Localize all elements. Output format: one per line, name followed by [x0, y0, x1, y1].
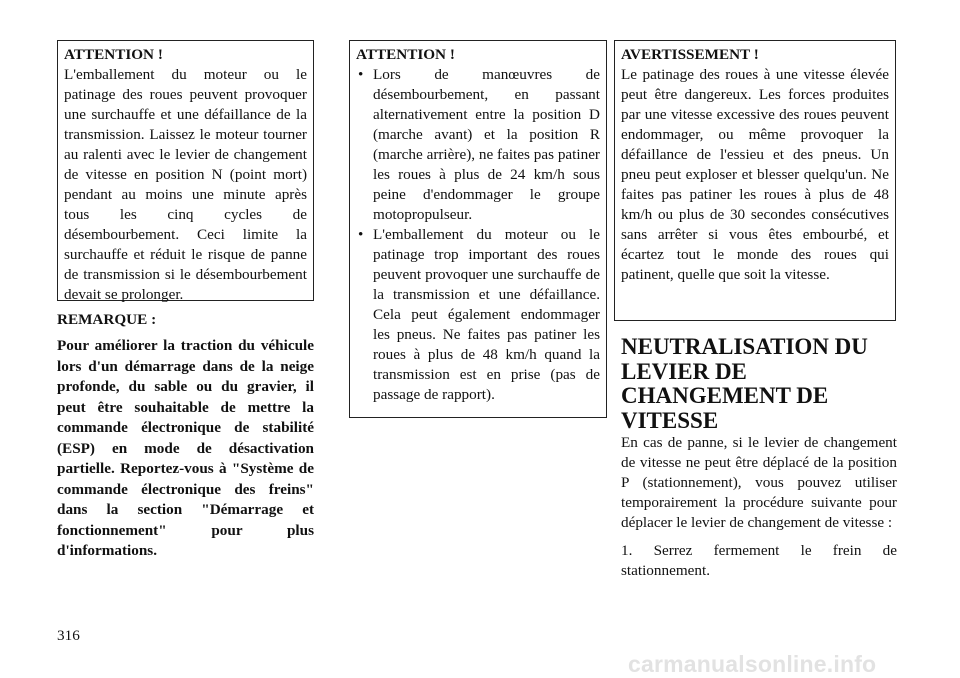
attention-box-left: [57, 40, 314, 301]
section-heading: NEUTRALISATION DU LEVIER DE CHANGEMENT DE VITESSE: [621, 334, 868, 433]
avertissement-box: [614, 40, 896, 321]
section-body: En cas de panne, si le levier de changement de vitesse ne peut être déplacé de la position P (stationnement), vous pouvez utiliser temporairement la procédure suivante pour déplacer le levier de changement de vitesse :: [621, 434, 897, 531]
remarque-text: Pour améliorer la traction du véhicule lors d'un démarrage dans de la neige profonde, du sable ou du gravier, il peut être souhaitable de mettre la commande électronique de stabilité (ESP) en mode de désactivation partielle. Reportez-vous à "Système de commande électronique des freins" dans la section "Démarrage et fonctionnement" pour plus d'informations.: [57, 337, 314, 559]
avertissement-heading: AVERTISSEMENT !: [621, 46, 759, 63]
bullet-item: [356, 65, 600, 225]
watermark: carmanualsonline.info: [628, 651, 877, 677]
section-step-1: 1. Serrez fermement le frein de stationnement.: [621, 542, 897, 579]
attention-box-middle: [349, 40, 607, 418]
attention-bullet-list: [356, 65, 600, 405]
remarque-label: REMARQUE :: [57, 311, 157, 328]
attention-text: L'emballement du moteur ou le patinage des roues peuvent provoquer une surchauffe et une défaillance de la transmission. Laissez le moteur tourner au ralenti avec le levier de changement de vitesse en position N (point mort) pendant au moins une minute après tous les cinq cycles de désembourbement. Ceci limite la surchauffe et réduit le risque de panne de transmission si le désembourbement devait se prolonger.: [64, 66, 307, 303]
attention-heading: ATTENTION !: [64, 46, 163, 63]
bullet-icon: •: [358, 66, 364, 83]
page-number: 316: [57, 627, 80, 644]
bullet-icon: •: [358, 226, 364, 243]
bullet-text: L'emballement du moteur ou le patinage trop important des roues peuvent provoquer une surchauffe de la transmission et une défaillance. Cela peut également endommager les pneus. Ne faites pas patiner les roues à plus de 48 km/h quand la transmission est en prise (pas de passage de rapport).: [373, 226, 600, 403]
avertissement-text: Le patinage des roues à une vitesse élevée peut être dangereux. Les forces produites par une vitesse excessive des roues peuvent endommager, ou même provoquer la défaillance de l'essieu et des pneus. Un pneu peut exploser et blesser quelqu'un. Ne faites pas patiner les roues à plus de 48 km/h ou plus de 30 secondes consécutives sans arrêter si vous êtes embourbé, et écartez tout le monde des roues qui patinent, quelle que soit la vitesse.: [621, 66, 889, 283]
bullet-text: Lors de manœuvres de désembourbement, en passant alternativement entre la position D (marche avant) et la position R (marche arrière), ne faites pas patiner les roues à plus de 24 km/h sous peine d'endommager le groupe motopropulseur.: [373, 66, 600, 223]
bullet-item: [356, 225, 600, 405]
attention-heading: ATTENTION !: [356, 46, 455, 63]
